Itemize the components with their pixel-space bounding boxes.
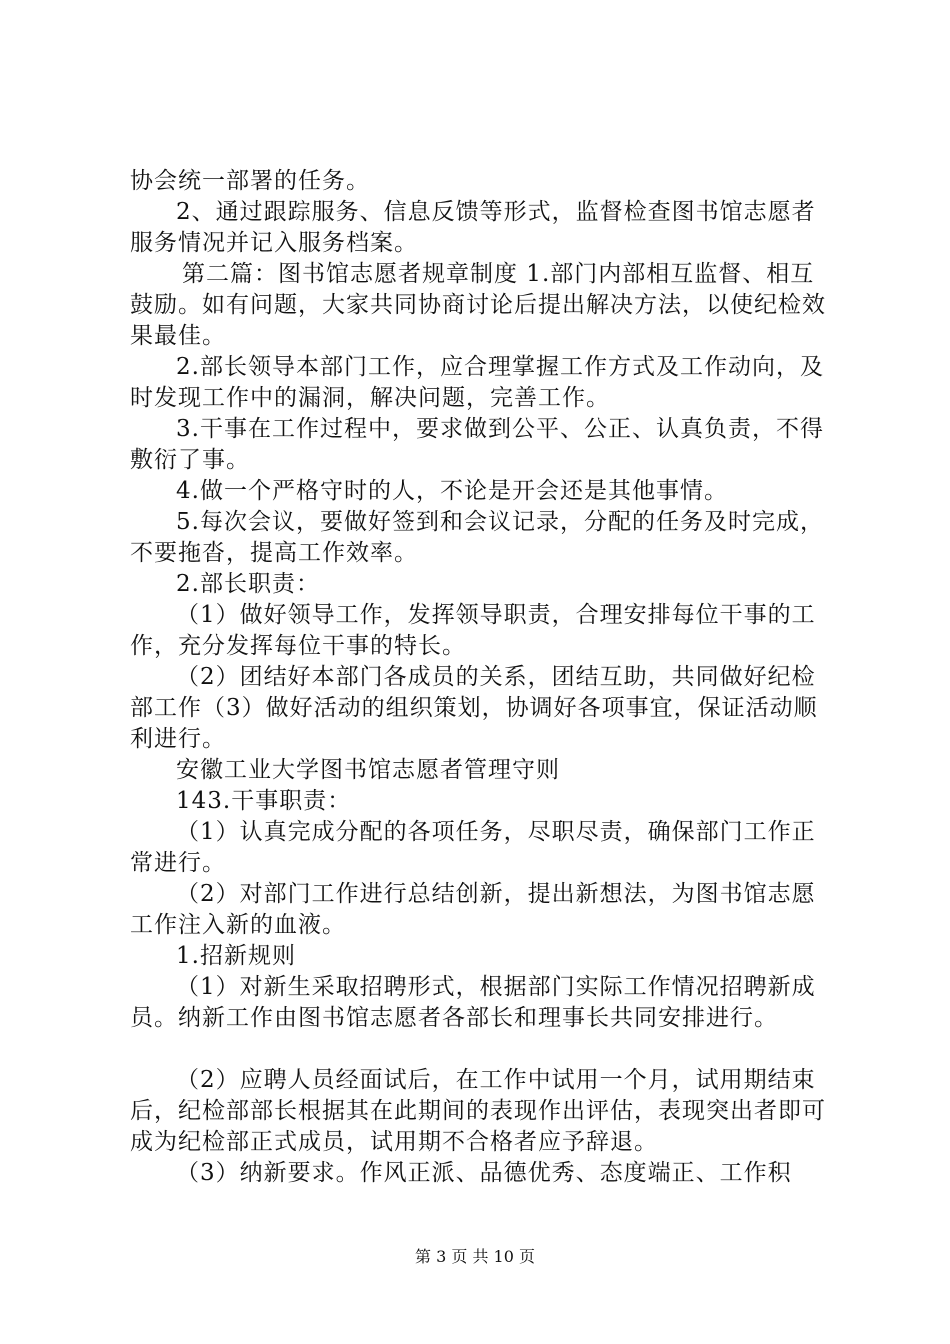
paragraph-rule-2: 2.部长领导本部门工作，应合理掌握工作方式及工作动向，及时发现工作中的漏洞，解决问题，完善工作。 [130,354,824,411]
paragraph-recruitment-3: （3）纳新要求。作风正派、品德优秀、态度端正、工作积 [176,1160,792,1186]
paragraph-staff-duty-1: （1）认真完成分配的各项任务，尽职尽责，确保部门工作正常进行。 [130,819,816,876]
paragraph-staff-duty-2: （2）对部门工作进行总结创新，提出新想法，为图书馆志愿工作注入新的血液。 [130,881,816,938]
paragraph-rule-3: 3.干事在工作过程中，要求做到公平、公正、认真负责，不得敷衍了事。 [130,416,824,473]
section-heading-recruitment: 1.招新规则 [176,943,296,969]
paragraph-minister-duty-2: （2）团结好本部门各成员的关系，团结互助，共同做好纪检部工作（3）做好活动的组织策划，协调好各项事宜，保证活动顺利进行。 [130,664,818,752]
section-heading-staff-duties: 143.干事职责： [176,788,352,814]
paragraph-gap [130,1034,830,1065]
paragraph-rule-5: 5.每次会议，要做好签到和会议记录，分配的任务及时完成，不要拖沓，提高工作效率。 [130,509,824,566]
page-number-footer: 第 3 页 共 10 页 [415,1247,535,1266]
paragraph-minister-duty-1: （1）做好领导工作，发挥领导职责，合理安排每位干事的工作，充分发挥每位干事的特长。 [130,602,816,659]
paragraph-continuation: 协会统一部署的任务。 [130,168,370,194]
paragraph-rules-title: 安徽工业大学图书馆志愿者管理守则 [176,757,560,783]
document-body [130,166,830,1189]
paragraph-rule-4: 4.做一个严格守时的人，不论是开会还是其他事情。 [176,478,728,504]
paragraph-recruitment-1: （1）对新生采取招聘形式，根据部门实际工作情况招聘新成员。纳新工作由图书馆志愿者各部长和理事长共同安排进行。 [130,974,816,1031]
paragraph-item-2: 2、通过跟踪服务、信息反馈等形式，监督检查图书馆志愿者服务情况并记入服务档案。 [130,199,816,256]
section-heading-minister-duties: 2.部长职责： [176,571,320,597]
paragraph-recruitment-2: （2）应聘人员经面试后，在工作中试用一个月，试用期结束后，纪检部部长根据其在此期间的表现作出评估，表现突出者即可成为纪检部正式成员，试用期不合格者应予辞退。 [130,1067,826,1155]
paragraph-chapter-two: 第二篇：图书馆志愿者规章制度 1.部门内部相互监督、相互鼓励。如有问题，大家共同协商讨论后提出解决方法，以使纪检效果最佳。 [130,261,826,349]
